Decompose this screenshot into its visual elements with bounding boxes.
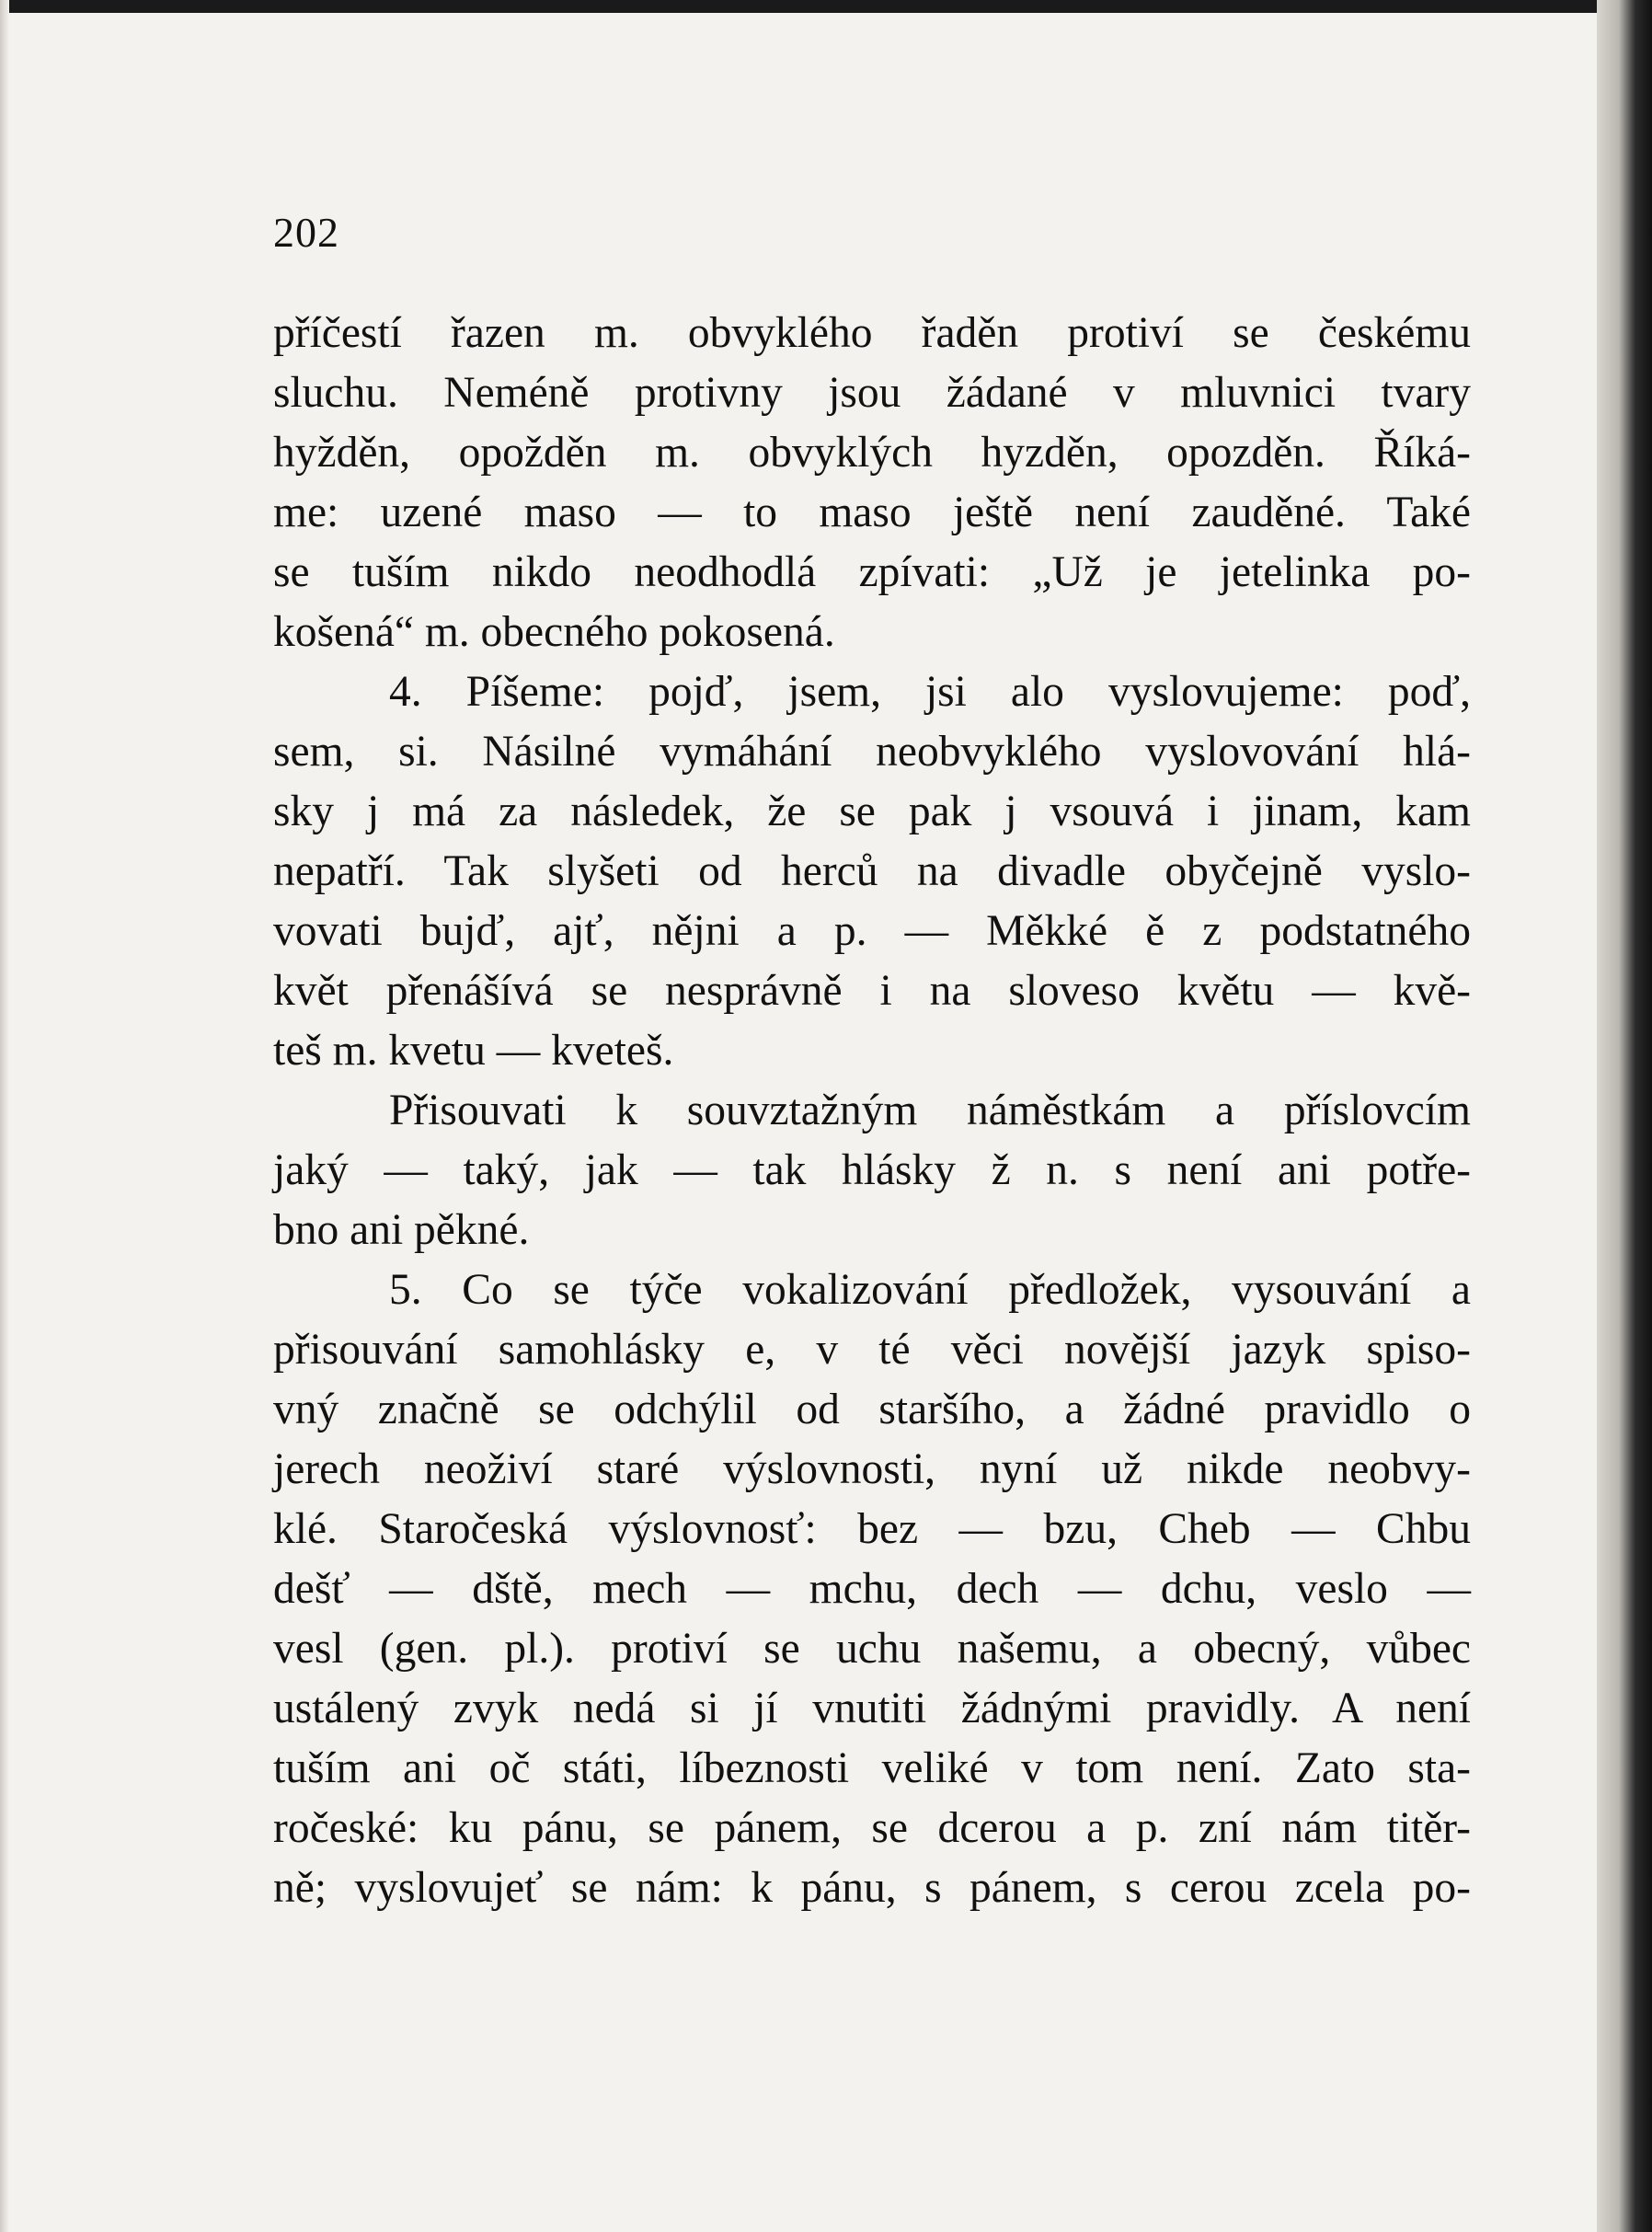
text-line: ně; vyslovujeť se nám: k pánu, s pánem, s cerou zcela po-: [273, 1864, 1471, 1912]
text-line: sky j má za následek, že se pak j vsouvá i jinam, kam: [273, 788, 1471, 835]
text-line: sluchu. Neméně protivny jsou žádané v mluvnici tvary: [273, 369, 1471, 417]
text-line: přisouvání samohlásky e, v té věci novější jazyk spiso-: [273, 1326, 1471, 1374]
text-line: hyžděn, opožděn m. obvyklých hyzděn, opozděn. Říká-: [273, 429, 1471, 477]
text-line: bno ani pěkné.: [273, 1206, 530, 1254]
body-text: [273, 304, 1471, 1918]
text-line: vný značně se odchýlil od staršího, a žádné pravidlo o: [273, 1386, 1471, 1433]
scan-left-edge: [0, 0, 9, 2232]
text-line: 4. Píšeme: pojď, jsem, jsi alo vyslovujeme: poď,: [389, 668, 1471, 716]
text-line: ustálený zvyk nedá si jí vnutiti žádnými pravidly. A není: [273, 1685, 1471, 1732]
text-line: vovati bujď, ajť, nějni a p. — Měkké ě z podstatného: [273, 907, 1471, 955]
page-number: 202: [273, 209, 339, 256]
text-line: sem, si. Násilné vymáhání neobvyklého vyslovování hlá-: [273, 728, 1471, 776]
text-line: teš m. kvetu — kveteš.: [273, 1027, 674, 1075]
text-line: nepatří. Tak slyšeti od herců na divadle obyčejně vyslo-: [273, 847, 1471, 895]
text-line: vesl (gen. pl.). protiví se uchu našemu, a obecný, vůbec: [273, 1625, 1471, 1673]
text-line: příčestí řazen m. obvyklého řaděn protiví se českému: [273, 309, 1471, 357]
text-line: dešť — dště, mech — mchu, dech — dchu, veslo —: [273, 1565, 1471, 1613]
text-line: klé. Staročeská výslovnosť: bez — bzu, Cheb — Chbu: [273, 1505, 1471, 1553]
text-line: košená“ m. obecného pokosená.: [273, 608, 835, 656]
text-line: jerech neoživí staré výslovnosti, nyní už nikde neobvy-: [273, 1445, 1471, 1493]
text-line: 5. Co se týče vokalizování předložek, vysouvání a: [389, 1266, 1471, 1314]
text-line: Přisouvati k souvztažným náměstkám a příslovcím: [389, 1087, 1471, 1134]
text-line: ročeské: ku pánu, se pánem, se dcerou a p. zní nám titěr-: [273, 1804, 1471, 1852]
text-line: květ přenášívá se nesprávně i na sloveso květu — kvě-: [273, 967, 1471, 1015]
text-line: se tuším nikdo neodhodlá zpívati: „Už je jetelinka po-: [273, 548, 1471, 596]
text-line: jaký — taký, jak — tak hlásky ž n. s není ani potře-: [273, 1146, 1471, 1194]
text-line: me: uzené maso — to maso ještě není zauděné. Také: [273, 489, 1471, 536]
scan-right-edge: [1597, 0, 1652, 2232]
scan-top-edge: [0, 0, 1652, 13]
text-line: tuším ani oč státi, líbeznosti veliké v tom není. Zato sta-: [273, 1744, 1471, 1792]
